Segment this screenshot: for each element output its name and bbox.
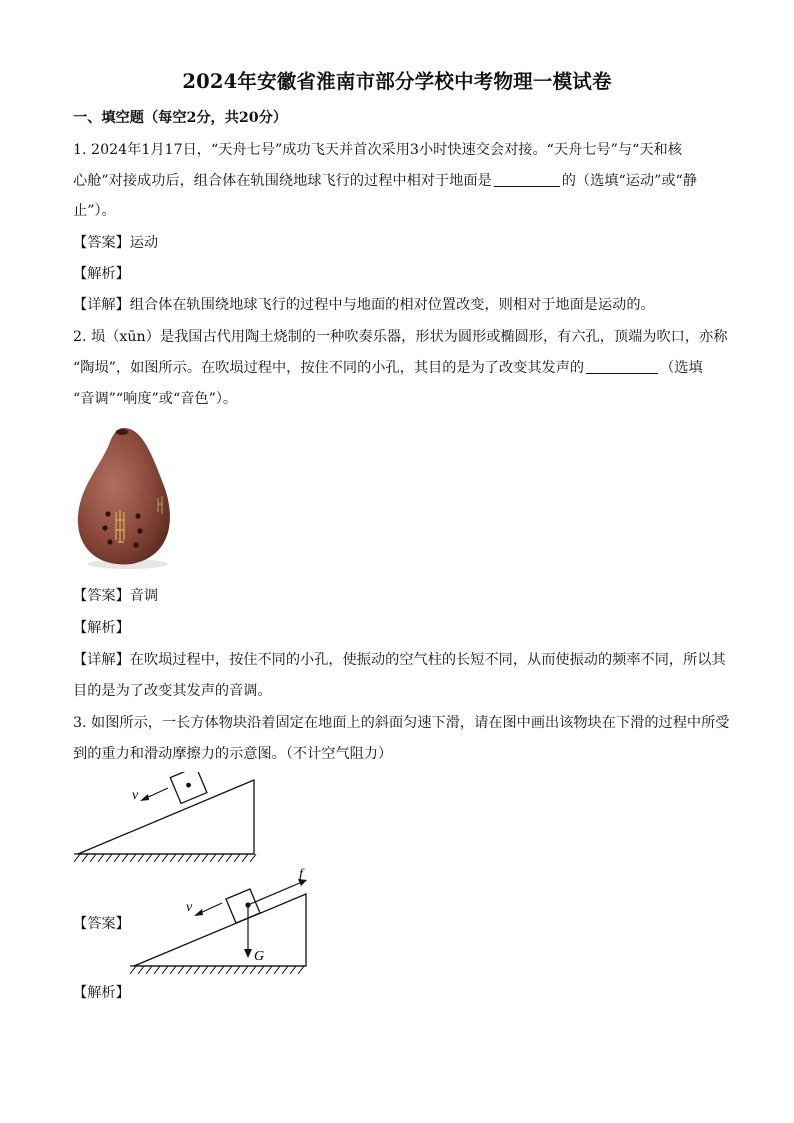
q3-line1: 3. 如图所示，一长方体物块沿着固定在地面上的斜面匀速下滑，请在图中画出该物块在下滑的过程中所受 (73, 715, 730, 731)
q3-analysis-tag: 【解析】 (73, 985, 130, 1001)
q2-analysis-tag: 【解析】 (73, 620, 130, 636)
q2-detail-line1 (73, 650, 726, 670)
q2-answer (73, 586, 158, 606)
q2-line2b: （选填 (660, 360, 703, 376)
q3-gravity-label: G (254, 949, 265, 964)
q3-answer-velocity-label: v (186, 900, 193, 915)
q1-answer-text: 运动 (129, 235, 159, 251)
detail-tag: 【详解】 (73, 652, 130, 668)
q1-detail-text: 组合体在轨围绕地球飞行的过程中与地面的相对位置改变，则相对于地面是运动的。 (129, 297, 655, 313)
q2-line2 (73, 358, 703, 378)
exam-title: 2024年安徽省淮南市部分学校中考物理一模试卷 (182, 70, 612, 93)
q2-line2a: “陶埙”，如图所示。在吹埙过程中，按住不同的小孔，其目的是为了改变其发声的 (73, 360, 585, 376)
detail-tag: 【详解】 (73, 297, 130, 313)
q1-detail (73, 295, 655, 315)
q3-friction-label: f (299, 868, 303, 882)
answer-tag: 【答案】 (73, 235, 130, 251)
q2-line3: “音调”“响度”或“音色”）。 (73, 391, 238, 407)
q2-answer-text: 音调 (129, 588, 159, 604)
q1-line3: 止”）。 (73, 203, 116, 219)
q1-answer (73, 233, 158, 253)
q2-line1: 2. 埙（xūn）是我国古代用陶土烧制的一种吹奏乐器，形状为圆形或椭圆形，有六孔，顶端为吹口，亦称 (73, 329, 728, 345)
q2-detail-line2: 目的是为了改变其发声的音调。 (73, 683, 272, 699)
q3-velocity-label: v (132, 788, 139, 803)
q1-analysis-tag: 【解析】 (73, 266, 130, 282)
q1-line2a: 心舱”对接成功后，组合体在轨围绕地球飞行的过程中相对于地面是 (73, 173, 492, 189)
section-heading: 一、填空题（每空2分，共20分） (73, 110, 288, 126)
answer-tag: 【答案】 (73, 588, 130, 604)
q3-incline-figure (70, 772, 262, 866)
q1-line1: 1. 2024年1月17日，“天舟七号”成功飞天并首次采用3小时快速交会对接。“天舟七号”与“天和核 (73, 142, 682, 158)
q2-detail-text1: 在吹埙过程中，按住不同的小孔，使振动的空气柱的长短不同，从而使振动的频率不同，所以其 (129, 652, 726, 668)
q1-line2 (73, 171, 697, 191)
q1-line2b: 的（选填“运动”或“静 (561, 173, 697, 189)
q3-answer-tag: 【答案】 (73, 916, 130, 932)
q2-answer-blank (586, 359, 658, 374)
ocarina-image (72, 424, 180, 570)
q3-line2: 到的重力和滑动摩擦力的示意图。（不计空气阻力） (73, 746, 393, 762)
q3-answer-figure (126, 868, 312, 978)
q1-answer-blank (494, 172, 560, 187)
